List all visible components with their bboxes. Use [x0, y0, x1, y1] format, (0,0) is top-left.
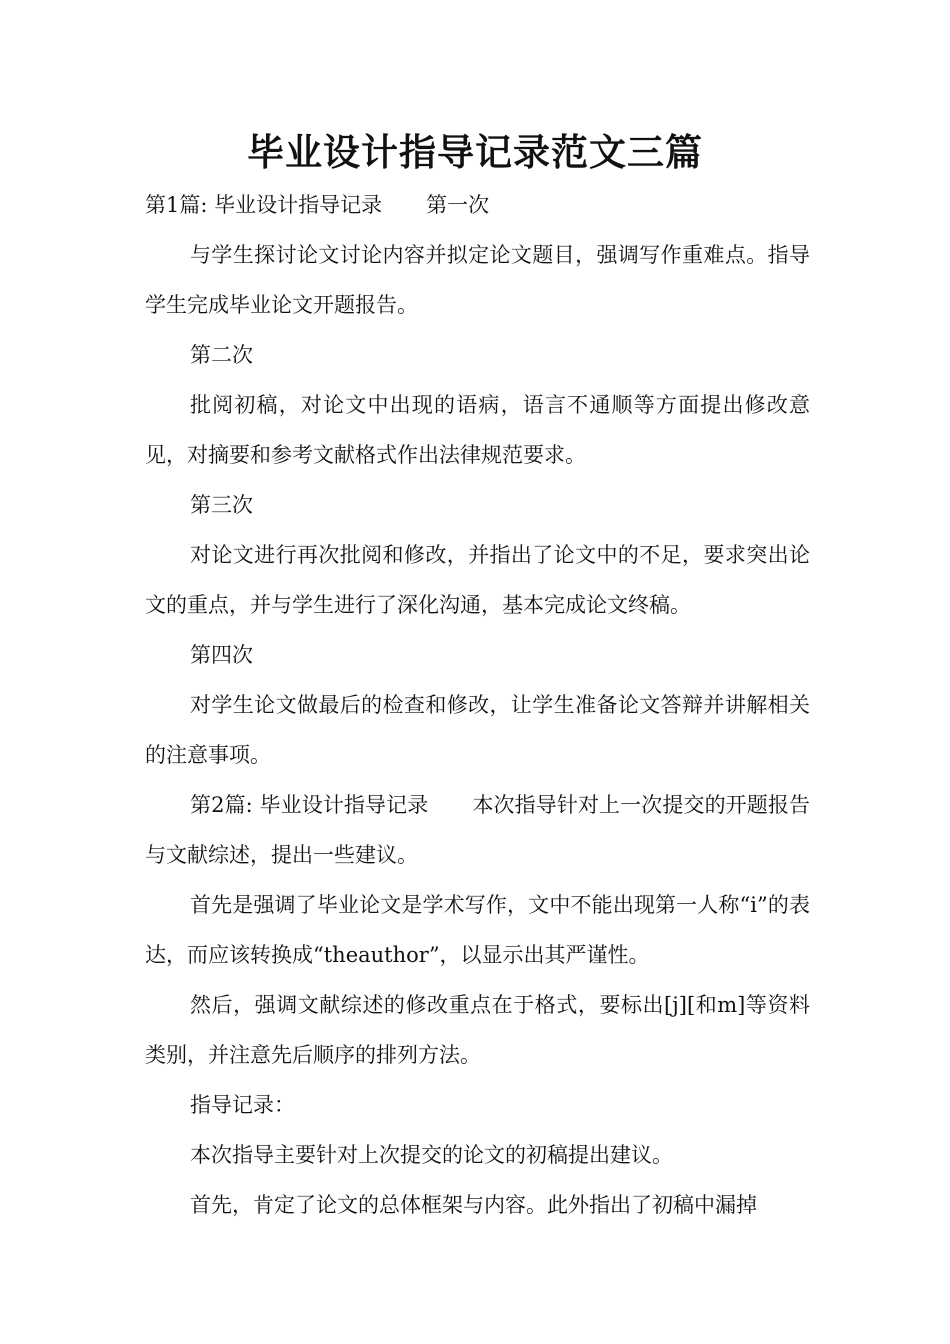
- part2-record-label: 指导记录：: [190, 1093, 295, 1117]
- part1-heading-label: 第1篇: 毕业设计指导记录: [145, 193, 383, 217]
- part2-heading: [145, 780, 810, 880]
- part2-heading-label: 第2篇: 毕业设计指导记录: [190, 793, 429, 817]
- part1-paragraph-3: 对论文进行再次批阅和修改，并指出了论文中的不足，要求突出论文的重点，并与学生进行了深化沟通，基本完成论文终稿。: [145, 543, 810, 617]
- part1-third-label: 第三次: [190, 493, 253, 517]
- part1-heading-first: 第一次: [426, 193, 490, 217]
- part2-paragraph-1: 首先是强调了毕业论文是学术写作，文中不能出现第一人称“i”的表达，而应该转换成“theauthor”，以显示出其严谨性。: [145, 893, 810, 967]
- part1-paragraph-2: 批阅初稿，对论文中出现的语病，语言不通顺等方面提出修改意见，对摘要和参考文献格式作出法律规范要求。: [145, 393, 810, 467]
- document-title: 毕业设计指导记录范文三篇: [247, 131, 703, 174]
- part2-paragraph-3: 本次指导主要针对上次提交的论文的初稿提出建议。: [190, 1143, 673, 1167]
- part1-paragraph-4: 对学生论文做最后的检查和修改，让学生准备论文答辩并讲解相关的注意事项。: [145, 693, 810, 767]
- part2-heading-text: 本次指导针对上一次提交的开题报告与文献综述，提出一些建议。: [145, 793, 810, 867]
- part2-paragraph-2: 然后，强调文献综述的修改重点在于格式，要标出[j][和m]等资料类别，并注意先后顺序的排列方法。: [145, 993, 810, 1067]
- part1-fourth-label: 第四次: [190, 643, 253, 667]
- document-body: [145, 180, 810, 1230]
- part1-paragraph-1: 与学生探讨论文讨论内容并拟定论文题目，强调写作重难点。指导学生完成毕业论文开题报告。: [145, 243, 810, 317]
- part2-paragraph-4: 首先，肯定了论文的总体框架与内容。此外指出了初稿中漏掉: [190, 1193, 757, 1217]
- part1-heading: [145, 180, 810, 230]
- part1-second-label: 第二次: [190, 343, 253, 367]
